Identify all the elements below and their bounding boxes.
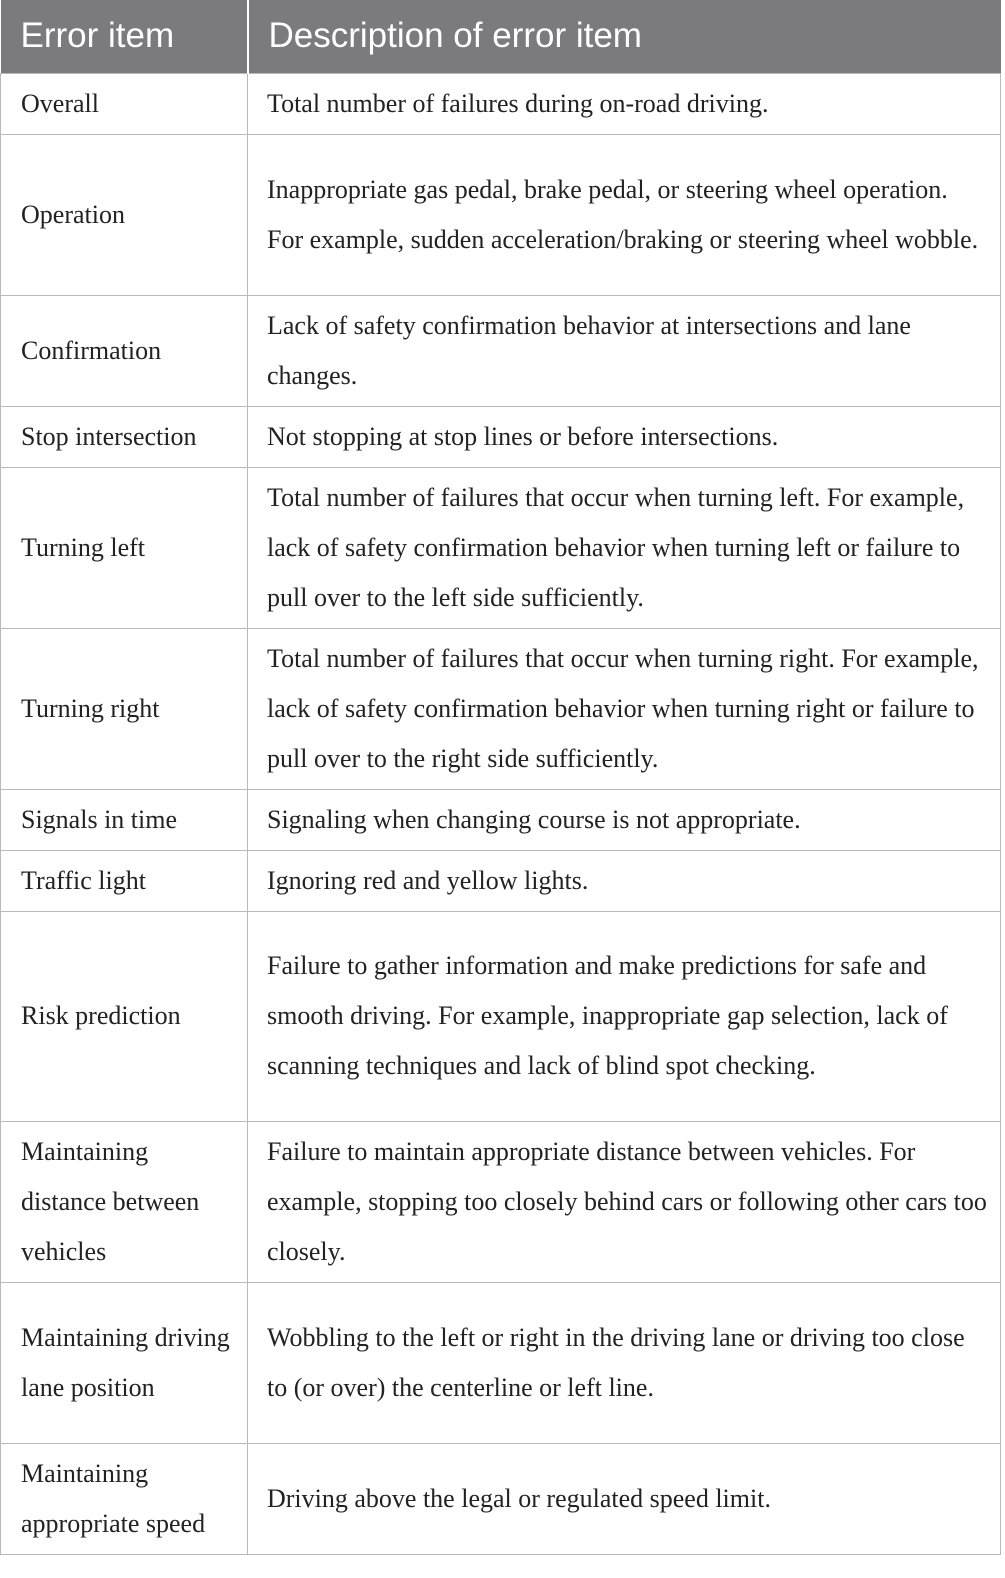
error-item-cell: Maintaining distance between vehicles bbox=[1, 1121, 248, 1282]
table-row bbox=[1, 134, 1001, 295]
table-row bbox=[1, 789, 1001, 850]
error-item-cell: Confirmation bbox=[1, 295, 248, 406]
table-row bbox=[1, 1121, 1001, 1282]
error-item-cell: Risk prediction bbox=[1, 911, 248, 1121]
header-error-item: Error item bbox=[1, 0, 248, 73]
description-cell: Total number of failures that occur when turning right. For example, lack of safety confirmation behavior when turning right or failure to pull over to the right side sufficiently. bbox=[248, 628, 1001, 789]
description-cell: Lack of safety confirmation behavior at intersections and lane changes. bbox=[248, 295, 1001, 406]
table-row bbox=[1, 295, 1001, 406]
description-cell: Total number of failures that occur when turning left. For example, lack of safety confirmation behavior when turning left or failure to pull over to the left side sufficiently. bbox=[248, 467, 1001, 628]
error-item-cell: Overall bbox=[1, 73, 248, 134]
description-cell: Wobbling to the left or right in the driving lane or driving too close to (or over) the centerline or left line. bbox=[248, 1282, 1001, 1443]
header-description: Description of error item bbox=[248, 0, 1001, 73]
table-body bbox=[1, 73, 1001, 1554]
description-cell: Signaling when changing course is not appropriate. bbox=[248, 789, 1001, 850]
description-cell: Total number of failures during on-road driving. bbox=[248, 73, 1001, 134]
table-header bbox=[1, 0, 1001, 73]
description-cell: Driving above the legal or regulated speed limit. bbox=[248, 1443, 1001, 1554]
description-cell: Inappropriate gas pedal, brake pedal, or steering wheel operation. For example, sudden acceleration/braking or steering wheel wobble. bbox=[248, 134, 1001, 295]
error-item-cell: Stop intersection bbox=[1, 406, 248, 467]
table-row bbox=[1, 911, 1001, 1121]
table-row bbox=[1, 850, 1001, 911]
table-row bbox=[1, 467, 1001, 628]
table-row bbox=[1, 1282, 1001, 1443]
description-cell: Failure to gather information and make predictions for safe and smooth driving. For example, inappropriate gap selection, lack of scanning techniques and lack of blind spot checking. bbox=[248, 911, 1001, 1121]
header-row bbox=[1, 0, 1001, 73]
error-item-cell: Maintaining appropriate speed bbox=[1, 1443, 248, 1554]
table-row bbox=[1, 73, 1001, 134]
table-row bbox=[1, 406, 1001, 467]
table-row bbox=[1, 628, 1001, 789]
error-item-cell: Turning left bbox=[1, 467, 248, 628]
error-item-cell: Operation bbox=[1, 134, 248, 295]
table-row bbox=[1, 1443, 1001, 1554]
error-item-cell: Maintaining driving lane position bbox=[1, 1282, 248, 1443]
description-cell: Ignoring red and yellow lights. bbox=[248, 850, 1001, 911]
error-item-cell: Turning right bbox=[1, 628, 248, 789]
error-item-cell: Signals in time bbox=[1, 789, 248, 850]
description-cell: Failure to maintain appropriate distance between vehicles. For example, stopping too closely behind cars or following other cars too closely. bbox=[248, 1121, 1001, 1282]
description-cell: Not stopping at stop lines or before intersections. bbox=[248, 406, 1001, 467]
error-item-cell: Traffic light bbox=[1, 850, 248, 911]
